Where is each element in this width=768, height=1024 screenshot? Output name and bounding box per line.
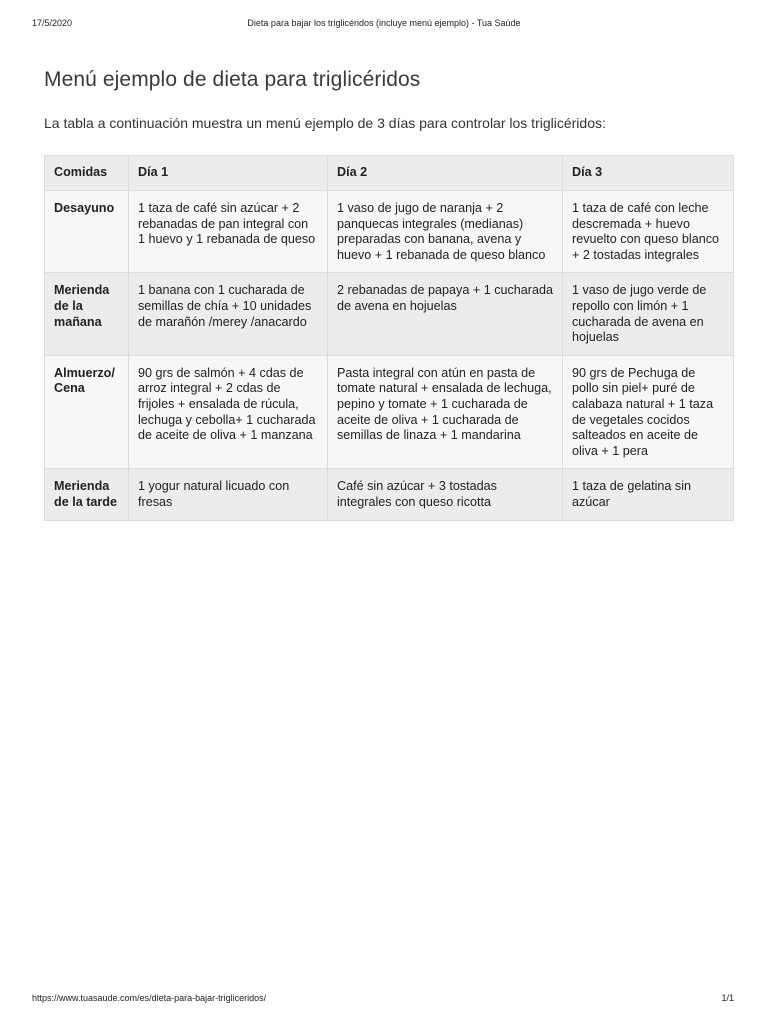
table-row — [45, 469, 734, 520]
table-row — [45, 355, 734, 469]
meal-label: Merienda de la mañana — [45, 273, 129, 355]
meal-label: Merienda de la tarde — [45, 469, 129, 520]
header-meals: Comidas — [45, 156, 129, 191]
table-header — [45, 156, 734, 191]
table-cell: 2 rebanadas de papaya + 1 cucharada de avena en hojuelas — [328, 273, 563, 355]
meal-label: Desayuno — [45, 191, 129, 273]
table-cell: 1 yogur natural licuado con fresas — [129, 469, 328, 520]
meal-label: Almuerzo/ Cena — [45, 355, 129, 469]
table-cell: Pasta integral con atún en pasta de tomate natural + ensalada de lechuga, pepino y tomate + 1 cucharada de aceite de oliva + 1 cucharada de semillas de linaza + 1 mandarina — [328, 355, 563, 469]
table-row — [45, 191, 734, 273]
print-page-title: Dieta para bajar los triglicéridos (incluye menú ejemplo) - Tua Saúde — [247, 18, 521, 28]
print-date: 17/5/2020 — [32, 18, 73, 28]
table-cell: 1 taza de café con leche descremada + huevo revuelto con queso blanco + 2 tostadas integrales — [563, 191, 734, 273]
intro-paragraph: La tabla a continuación muestra un menú ejemplo de 3 días para controlar los triglicéridos: — [44, 115, 606, 131]
table-cell: 90 grs de salmón + 4 cdas de arroz integral + 2 cdas de frijoles + ensalada de rúcula, lechuga y cebolla+ 1 cucharada de aceite de oliva + 1 manzana — [129, 355, 328, 469]
table-cell: 90 grs de Pechuga de pollo sin piel+ puré de calabaza natural + 1 taza de vegetales cocidos salteados en aceite de oliva + 1 pera — [563, 355, 734, 469]
table-cell: 1 taza de gelatina sin azúcar — [563, 469, 734, 520]
table-cell: 1 banana con 1 cucharada de semillas de chía + 10 unidades de marañón /merey /anacardo — [129, 273, 328, 355]
table-cell: 1 taza de café sin azúcar + 2 rebanadas de pan integral con 1 huevo y 1 rebanada de queso — [129, 191, 328, 273]
table-row — [45, 273, 734, 355]
header-row — [45, 156, 734, 191]
diet-menu-table — [44, 155, 734, 521]
header-day-3: Día 3 — [563, 156, 734, 191]
table-cell: 1 vaso de jugo de naranja + 2 panquecas integrales (medianas) preparadas con banana, avena y huevo + 1 rebanada de queso blanco — [328, 191, 563, 273]
table-body — [45, 191, 734, 521]
table-cell: 1 vaso de jugo verde de repollo con limón + 1 cucharada de avena en hojuelas — [563, 273, 734, 355]
section-title: Menú ejemplo de dieta para triglicéridos — [44, 68, 421, 91]
page-number: 1/1 — [721, 993, 734, 1003]
print-footer-url: https://www.tuasaude.com/es/dieta-para-bajar-trigliceridos/ — [32, 993, 267, 1003]
table-cell: Café sin azúcar + 3 tostadas integrales con queso ricotta — [328, 469, 563, 520]
header-day-1: Día 1 — [129, 156, 328, 191]
header-day-2: Día 2 — [328, 156, 563, 191]
